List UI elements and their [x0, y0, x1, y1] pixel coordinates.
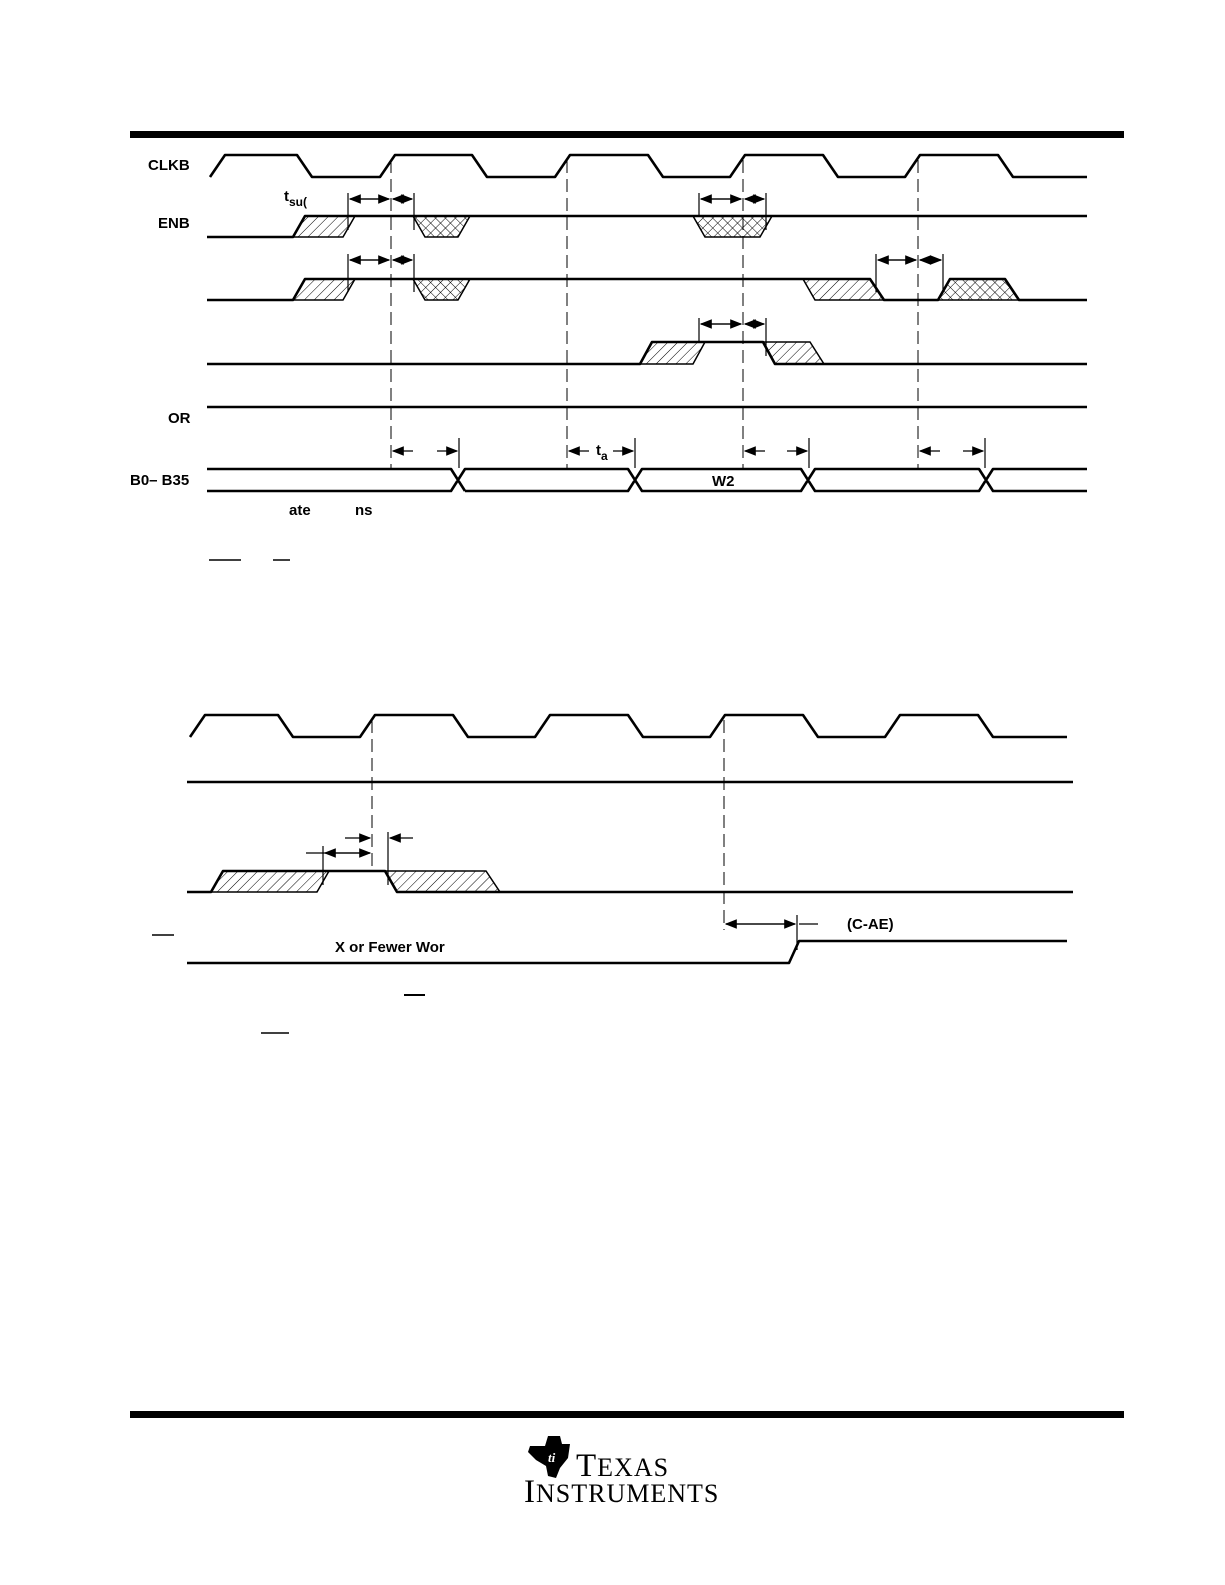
- c-ae-label: (C-AE): [847, 916, 894, 933]
- w2-label: W2: [712, 473, 735, 490]
- enb-hold-crosshatch-2: [693, 216, 772, 237]
- ta-label: $t_a$: [596, 442, 608, 463]
- tsu-label: $t_{su(}$: [284, 188, 307, 209]
- row2-3-hatch-2: [385, 871, 500, 892]
- row2-3-hatch-1: [211, 871, 329, 892]
- clock2-waveform: [190, 715, 1067, 737]
- enb-hold-crosshatch-1: [413, 216, 470, 237]
- svg-text:ti: ti: [548, 1450, 556, 1465]
- diagram-1: [130, 155, 1087, 560]
- ti-logo-icon: [528, 1436, 570, 1478]
- ti-logo-line1: TEXAS: [576, 1448, 670, 1484]
- bus-waveform: [207, 469, 1087, 491]
- diagram-2: [152, 715, 1073, 1033]
- ate-text: ate: [289, 502, 311, 519]
- flag-waveform: [187, 941, 1067, 963]
- ti-logo-line2: INSTRUMENTS: [524, 1474, 720, 1510]
- clkb-label: CLKB: [148, 157, 190, 174]
- or-label: OR: [168, 410, 191, 427]
- ns-text: ns: [355, 502, 373, 519]
- clkb-waveform: [210, 155, 1087, 177]
- row3-crosshatch-1: [413, 279, 470, 300]
- x-fewer-label: X or Fewer Wor: [335, 939, 445, 956]
- bus-label: B0– B35: [130, 472, 190, 489]
- enb-label: ENB: [158, 215, 190, 232]
